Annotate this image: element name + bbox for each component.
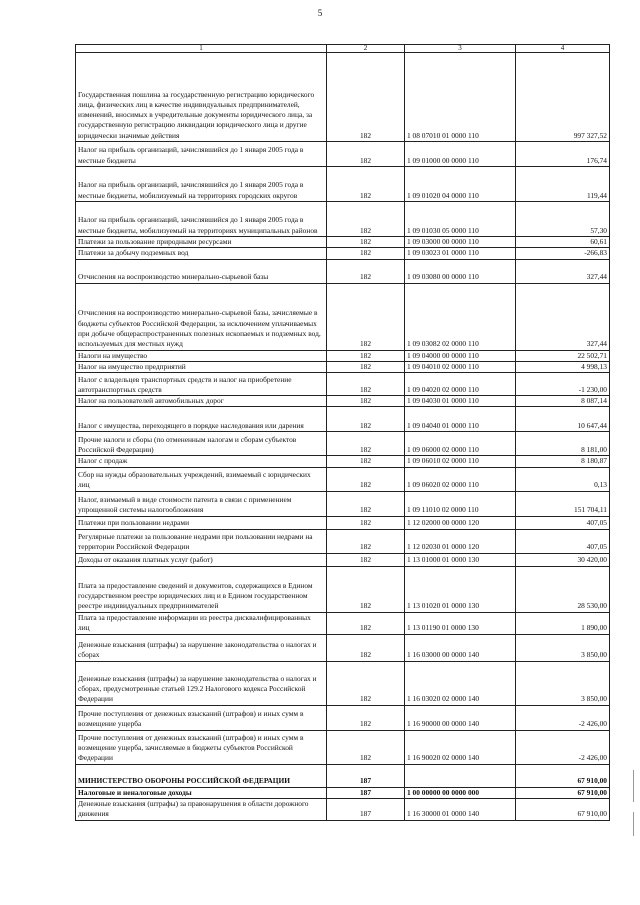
table-row	[76, 799, 610, 821]
budget-classification-code-cell: 1 16 30000 01 0000 140	[405, 799, 516, 821]
administrator-code-cell: 182	[327, 529, 405, 553]
administrator-code-cell: 182	[327, 407, 405, 432]
table-row	[76, 283, 610, 350]
revenue-name-cell: МИНИСТЕРСТВО ОБОРОНЫ РОССИЙСКОЙ ФЕДЕРАЦИИ	[76, 764, 327, 787]
revenue-name-cell: Налог на пользователей автомобильных дорог	[76, 396, 327, 407]
column-number: 1	[76, 45, 327, 53]
administrator-code-cell: 182	[327, 661, 405, 705]
revenue-name-cell: Налог с продаж	[76, 456, 327, 467]
amount-cell: 0,13	[516, 467, 610, 491]
amount-cell: 407,05	[516, 529, 610, 553]
table-row	[76, 142, 610, 167]
amount-cell: 8 087,14	[516, 396, 610, 407]
revenue-name-cell: Прочие налоги и сборы (по отмененным налогам и сборам субъектов Российской Федерации)	[76, 432, 327, 456]
page-number: 5	[317, 8, 323, 18]
table-row	[76, 566, 610, 612]
revenue-name-cell: Налоговые и неналоговые доходы	[76, 787, 327, 798]
administrator-code-cell: 182	[327, 283, 405, 350]
revenue-name-cell: Налоги на имущество	[76, 350, 327, 361]
administrator-code-cell: 182	[327, 248, 405, 259]
table-row	[76, 167, 610, 202]
administrator-code-cell: 182	[327, 467, 405, 491]
amount-cell: 10 647,44	[516, 407, 610, 432]
administrator-code-cell: 182	[327, 730, 405, 764]
amount-cell: 3 850,00	[516, 634, 610, 661]
budget-classification-code-cell: 1 09 01030 05 0000 110	[405, 202, 516, 237]
amount-cell: 407,05	[516, 516, 610, 529]
administrator-code-cell: 182	[327, 396, 405, 407]
amount-cell: 151 704,11	[516, 491, 610, 516]
revenue-table	[75, 44, 610, 821]
budget-classification-code-cell: 1 16 03020 02 0000 140	[405, 661, 516, 705]
administrator-code-cell: 182	[327, 634, 405, 661]
budget-classification-code-cell: 1 00 00000 00 0000 000	[405, 787, 516, 798]
amount-cell: -1 230,00	[516, 373, 610, 396]
revenue-name-cell: Государственная пошлина за государственную регистрацию юридического лица, физических лиц в качестве индивидуальных предпринимателей, изменений, вносимых в учредительные документы юридического лица, за государственную регистрацию ликвидации юридического лица и другие юридически значимые действия	[76, 53, 327, 142]
administrator-code-cell: 182	[327, 167, 405, 202]
budget-classification-code-cell: 1 09 06000 02 0000 110	[405, 432, 516, 456]
budget-classification-code-cell: 1 09 04010 02 0000 110	[405, 361, 516, 372]
amount-cell: -2 426,00	[516, 705, 610, 730]
administrator-code-cell: 182	[327, 237, 405, 248]
table-row	[76, 661, 610, 705]
amount-cell: 67 910,00	[516, 787, 610, 798]
scan-margin-mark	[633, 770, 634, 802]
budget-classification-code-cell: 1 12 02030 01 0000 120	[405, 529, 516, 553]
revenue-name-cell: Денежные взыскания (штрафы) за правонарушения в области дорожного движения	[76, 799, 327, 821]
table-row	[76, 553, 610, 566]
budget-classification-code-cell: 1 16 03000 00 0000 140	[405, 634, 516, 661]
budget-classification-code-cell: 1 13 01190 01 0000 130	[405, 612, 516, 634]
table-row	[76, 787, 610, 798]
table-row	[76, 248, 610, 259]
revenue-name-cell: Регулярные платежи за пользование недрами при пользовании недрами на территории Российской Федерации	[76, 529, 327, 553]
budget-classification-code-cell: 1 09 06010 02 0000 110	[405, 456, 516, 467]
amount-cell: 57,30	[516, 202, 610, 237]
column-number-row	[76, 45, 610, 53]
table-row	[76, 396, 610, 407]
revenue-name-cell: Налог на прибыль организаций, зачислявшийся до 1 января 2005 года в местные бюджеты, мобилизуемый на территориях городских округов	[76, 167, 327, 202]
budget-classification-code-cell: 1 09 04020 02 0000 110	[405, 373, 516, 396]
table-row	[76, 516, 610, 529]
budget-classification-code-cell: 1 16 90020 02 0000 140	[405, 730, 516, 764]
amount-cell: 67 910,00	[516, 764, 610, 787]
administrator-code-cell: 182	[327, 259, 405, 283]
table-row	[76, 53, 610, 142]
administrator-code-cell: 182	[327, 350, 405, 361]
revenue-name-cell: Прочие поступления от денежных взысканий (штрафов) и иных сумм в возмещение ущерба, зачисляемые в бюджеты субъектов Российской Федерации	[76, 730, 327, 764]
table-row	[76, 373, 610, 396]
amount-cell: 997 327,52	[516, 53, 610, 142]
amount-cell: 8 180,87	[516, 456, 610, 467]
table-row	[76, 202, 610, 237]
table-row	[76, 730, 610, 764]
budget-classification-code-cell: 1 09 01020 04 0000 110	[405, 167, 516, 202]
administrator-code-cell: 182	[327, 202, 405, 237]
table-row	[76, 634, 610, 661]
amount-cell: 8 181,00	[516, 432, 610, 456]
table-row	[76, 491, 610, 516]
table-row	[76, 361, 610, 372]
table-row	[76, 407, 610, 432]
amount-cell: 4 998,13	[516, 361, 610, 372]
table-row	[76, 259, 610, 283]
table-row	[76, 432, 610, 456]
revenue-name-cell: Денежные взыскания (штрафы) за нарушение законодательства о налогах и сборах	[76, 634, 327, 661]
budget-classification-code-cell: 1 08 07010 01 0000 110	[405, 53, 516, 142]
revenue-name-cell: Отчисления на воспроизводство минерально-сырьевой базы	[76, 259, 327, 283]
budget-classification-code-cell: 1 13 01020 01 0000 130	[405, 566, 516, 612]
table-row	[76, 529, 610, 553]
amount-cell: 30 420,00	[516, 553, 610, 566]
table-row	[76, 456, 610, 467]
revenue-name-cell: Прочие поступления от денежных взысканий (штрафов) и иных сумм в возмещение ущерба	[76, 705, 327, 730]
revenue-name-cell: Плата за предоставление сведений и документов, содержащихся в Едином государственном реестре юридических лиц и в Едином государственном реестре индивидуальных предпринимателей	[76, 566, 327, 612]
administrator-code-cell: 182	[327, 612, 405, 634]
table-row	[76, 612, 610, 634]
administrator-code-cell: 182	[327, 491, 405, 516]
column-number: 3	[405, 45, 516, 53]
administrator-code-cell: 182	[327, 566, 405, 612]
scan-margin-mark	[633, 812, 634, 836]
budget-classification-code-cell: 1 09 03023 01 0000 110	[405, 248, 516, 259]
revenue-name-cell: Плата за предоставление информации из реестра дисквалифицированных лиц	[76, 612, 327, 634]
administrator-code-cell: 182	[327, 705, 405, 730]
budget-classification-code-cell: 1 09 06020 02 0000 110	[405, 467, 516, 491]
amount-cell: 119,44	[516, 167, 610, 202]
column-number: 2	[327, 45, 405, 53]
administrator-code-cell: 182	[327, 361, 405, 372]
budget-classification-code-cell: 1 09 04040 01 0000 110	[405, 407, 516, 432]
amount-cell: 28 530,00	[516, 566, 610, 612]
revenue-name-cell: Денежные взыскания (штрафы) за нарушение законодательства о налогах и сборах, предусмотренные статьей 129.2 Налогового кодекса Российской Федерации	[76, 661, 327, 705]
amount-cell: -266,83	[516, 248, 610, 259]
table-row	[76, 764, 610, 787]
budget-classification-code-cell: 1 09 03000 00 0000 110	[405, 237, 516, 248]
budget-classification-code-cell: 1 09 03080 00 0000 110	[405, 259, 516, 283]
amount-cell: 22 502,71	[516, 350, 610, 361]
revenue-name-cell: Сбор на нужды образовательных учреждений, взимаемый с юридических лиц	[76, 467, 327, 491]
administrator-code-cell: 187	[327, 764, 405, 787]
revenue-name-cell: Отчисления на воспроизводство минерально-сырьевой базы, зачисляемые в бюджеты субъектов Российской Федерации, за исключением уплачиваемых при добыче общераспространенных полезных ископаемых и подземных вод, используемых для местных нужд	[76, 283, 327, 350]
table-row	[76, 350, 610, 361]
administrator-code-cell: 182	[327, 142, 405, 167]
revenue-name-cell: Платежи за добычу подземных вод	[76, 248, 327, 259]
revenue-name-cell: Налог на имущество предприятий	[76, 361, 327, 372]
amount-cell: 176,74	[516, 142, 610, 167]
revenue-name-cell: Налог с имущества, переходящего в порядке наследования или дарения	[76, 407, 327, 432]
table-row	[76, 237, 610, 248]
administrator-code-cell: 182	[327, 456, 405, 467]
budget-classification-code-cell: 1 13 01000 01 0000 130	[405, 553, 516, 566]
budget-classification-code-cell: 1 09 11010 02 0000 110	[405, 491, 516, 516]
budget-classification-code-cell: 1 16 90000 00 0000 140	[405, 705, 516, 730]
table-row	[76, 705, 610, 730]
column-number: 4	[516, 45, 610, 53]
budget-classification-code-cell: 1 12 02000 00 0000 120	[405, 516, 516, 529]
budget-classification-code-cell: 1 09 01000 00 0000 110	[405, 142, 516, 167]
administrator-code-cell: 182	[327, 373, 405, 396]
administrator-code-cell: 187	[327, 787, 405, 798]
administrator-code-cell: 182	[327, 516, 405, 529]
budget-classification-code-cell: 1 09 04030 01 0000 110	[405, 396, 516, 407]
amount-cell: 327,44	[516, 259, 610, 283]
revenue-name-cell: Налог на прибыль организаций, зачислявшийся до 1 января 2005 года в местные бюджеты, мобилизуемый на территориях муниципальных районов	[76, 202, 327, 237]
amount-cell: 67 910,00	[516, 799, 610, 821]
budget-classification-code-cell: 1 09 04000 00 0000 110	[405, 350, 516, 361]
revenue-name-cell: Платежи при пользовании недрами	[76, 516, 327, 529]
revenue-name-cell: Платежи за пользование природными ресурсами	[76, 237, 327, 248]
administrator-code-cell: 182	[327, 432, 405, 456]
amount-cell: 60,61	[516, 237, 610, 248]
revenue-name-cell: Доходы от оказания платных услуг (работ)	[76, 553, 327, 566]
budget-classification-code-cell	[405, 764, 516, 787]
budget-classification-code-cell: 1 09 03082 02 0000 110	[405, 283, 516, 350]
amount-cell: 327,44	[516, 283, 610, 350]
revenue-name-cell: Налог на прибыль организаций, зачислявшийся до 1 января 2005 года в местные бюджеты	[76, 142, 327, 167]
amount-cell: 3 850,00	[516, 661, 610, 705]
administrator-code-cell: 187	[327, 799, 405, 821]
administrator-code-cell: 182	[327, 53, 405, 142]
revenue-name-cell: Налог, взимаемый в виде стоимости патента в связи с применением упрощенной системы налогообложения	[76, 491, 327, 516]
table-row	[76, 467, 610, 491]
revenue-name-cell: Налог с владельцев транспортных средств и налог на приобретение автотранспортных средств	[76, 373, 327, 396]
amount-cell: 1 890,00	[516, 612, 610, 634]
amount-cell: -2 426,00	[516, 730, 610, 764]
administrator-code-cell: 182	[327, 553, 405, 566]
